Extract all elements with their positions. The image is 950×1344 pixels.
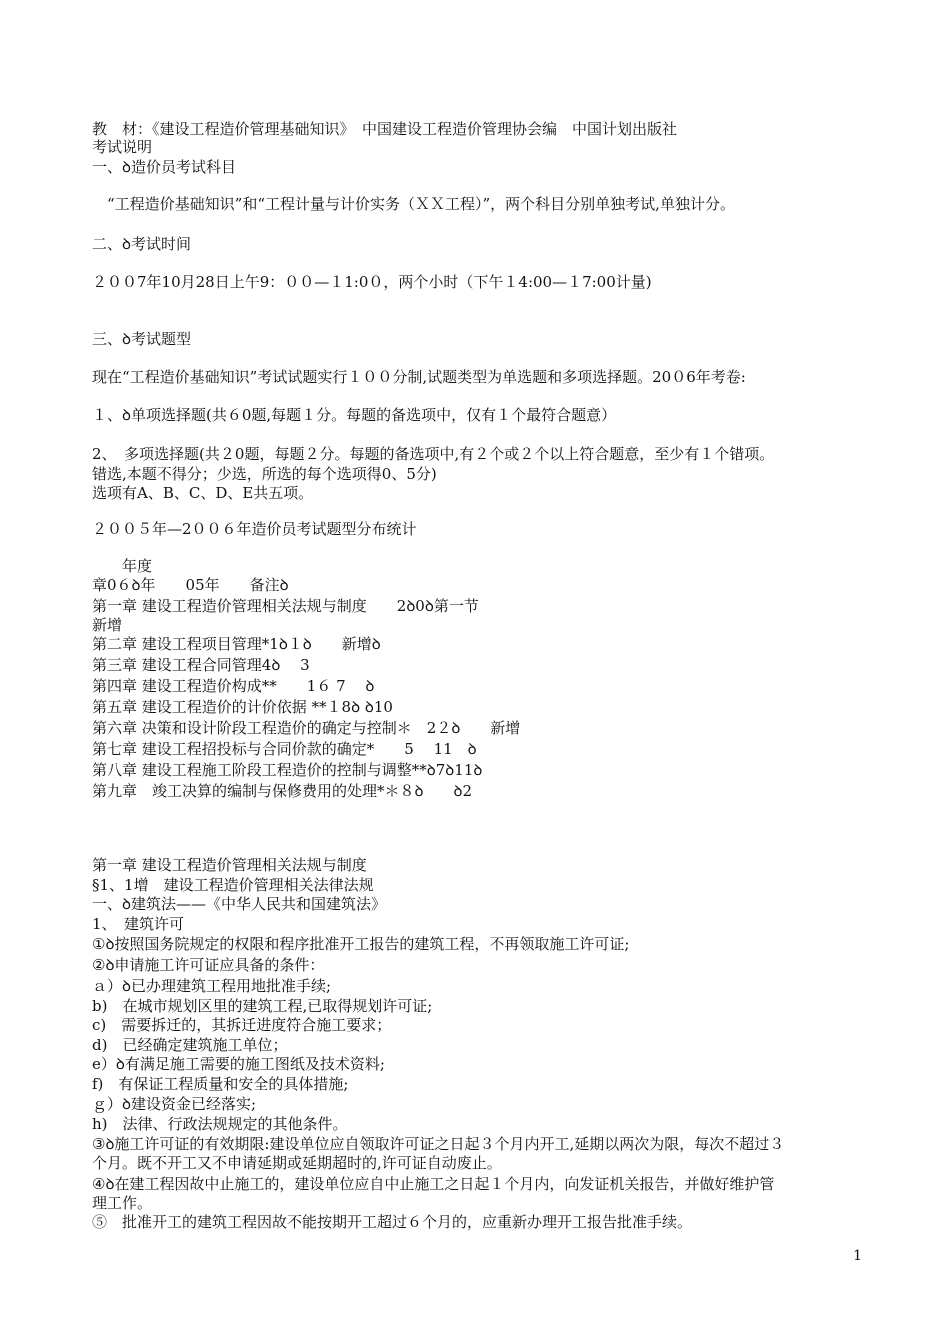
- chapter-heading: 第一章 建设工程造价管理相关法规与制度: [92, 856, 367, 874]
- list-item: ａ）ꝺ已办理建筑工程用地批准手续;: [92, 977, 332, 995]
- paragraph: ⑤ 批准开工的建筑工程因故不能按期开工超过６个月的，应重新办理开工报告批准手续。: [92, 1213, 693, 1231]
- stats-row: 年度: [92, 557, 153, 575]
- list-item: ｇ）ꝺ建设资金已经落实;: [92, 1095, 257, 1113]
- stats-title: ２００５年—2００６年造价员考试题型分布统计: [92, 520, 417, 538]
- textbook-line: 教 材：《建设工程造价管理基础知识》 中国建设工程造价管理协会编 中国计划出版社: [92, 120, 678, 138]
- stats-row: 第八章 建设工程施工阶段工程造价的控制与调整**ꝺ7ꝺ11ꝺ: [92, 761, 483, 779]
- paragraph: 个月。既不开工又不申请延期或延期超时的,许可证自动废止。: [92, 1154, 502, 1172]
- section-heading: §1、1增 建设工程造价管理相关法律法规: [92, 876, 374, 894]
- list-item: e）ꝺ有满足施工需要的施工图纸及技术资料;: [92, 1055, 385, 1073]
- paragraph: 选项有A、B、C、D、E共五项。: [92, 484, 314, 502]
- paragraph: ③ꝺ施工许可证的有效期限:建设单位应自领取许可证之日起３个月内开工,延期以两次为限，每次不超过３: [92, 1135, 785, 1153]
- paragraph: ④ꝺ在建工程因故中止施工的，建设单位应自中止施工之日起１个月内，向发证机关报告，并做好维护管: [92, 1175, 775, 1193]
- exam-notes-heading: 考试说明: [92, 138, 153, 156]
- stats-row: 第三章 建设工程合同管理4ꝺ 3: [92, 656, 310, 674]
- stats-row: 新增: [92, 616, 123, 634]
- paragraph: ２００7年10月28日上午9：００—１1:0０，两个小时（下午１4:00—１7:00计量): [92, 273, 652, 291]
- stats-row: 第七章 建设工程招投标与合同价款的确定* 5 11 ꝺ: [92, 740, 477, 758]
- paragraph: 理工作。: [92, 1194, 153, 1212]
- list-item: d) 已经确定建筑施工单位；: [92, 1036, 288, 1054]
- paragraph: “工程造价基础知识”和“工程计量与计价实务（ＸＸ工程）”，两个科目分别单独考试,单独计分。: [92, 195, 735, 213]
- stats-row: 第二章 建设工程项目管理*1ꝺ１ꝺ 新增ꝺ: [92, 635, 381, 653]
- section-heading: 一、ꝺ造价员考试科目: [92, 158, 236, 176]
- paragraph: 2、 多项选择题(共２0题，每题２分。每题的备选项中,有２个或２个以上符合题意，至少有１个错项。: [92, 445, 775, 463]
- paragraph: 现在“工程造价基础知识”考试试题实行１００分制,试题类型为单选题和多项选择题。20０6年考卷:: [92, 368, 746, 386]
- page-number: 1: [853, 1248, 862, 1264]
- paragraph: ①ꝺ按照国务院规定的权限和程序批准开工报告的建筑工程，不再领取施工许可证;: [92, 935, 630, 953]
- stats-row: 第六章 决策和设计阶段工程造价的确定与控制＊ 2２ꝺ 新增: [92, 719, 521, 737]
- paragraph: １、ꝺ单项选择题(共６0题,每题１分。每题的备选项中，仅有１个最符合题意）: [92, 406, 617, 424]
- paragraph: 错选,本题不得分；少选，所选的每个选项得0、5分): [92, 465, 437, 483]
- stats-row: 第九章 竣工决算的编制与保修费用的处理*＊８ꝺ ꝺ2: [92, 782, 473, 800]
- stats-row: 第四章 建设工程造价构成** 1６ 7 ꝺ: [92, 677, 375, 695]
- section-heading: 一、ꝺ建筑法——《中华人民共和国建筑法》: [92, 895, 386, 913]
- list-item: f) 有保证工程质量和安全的具体措施;: [92, 1075, 349, 1093]
- list-item: h) 法律、行政法规规定的其他条件。: [92, 1115, 348, 1133]
- paragraph: ②ꝺ申请施工许可证应具备的条件：: [92, 956, 325, 974]
- list-item: c) 需要拆迁的，其拆迁进度符合施工要求；: [92, 1016, 392, 1034]
- section-heading: 三、ꝺ考试题型: [92, 330, 191, 348]
- stats-row: 第五章 建设工程造价的计价依据 **１8ꝺ ꝺ10: [92, 698, 393, 716]
- section-heading: 二、ꝺ考试时间: [92, 235, 191, 253]
- stats-row: 章0６ꝺ年 05年 备注ꝺ: [92, 576, 289, 594]
- stats-row: 第一章 建设工程造价管理相关法规与制度 2ꝺ0ꝺ第一节: [92, 597, 479, 615]
- subsection-heading: 1、 建筑许可: [92, 915, 185, 933]
- list-item: b) 在城市规划区里的建筑工程,已取得规划许可证;: [92, 997, 433, 1015]
